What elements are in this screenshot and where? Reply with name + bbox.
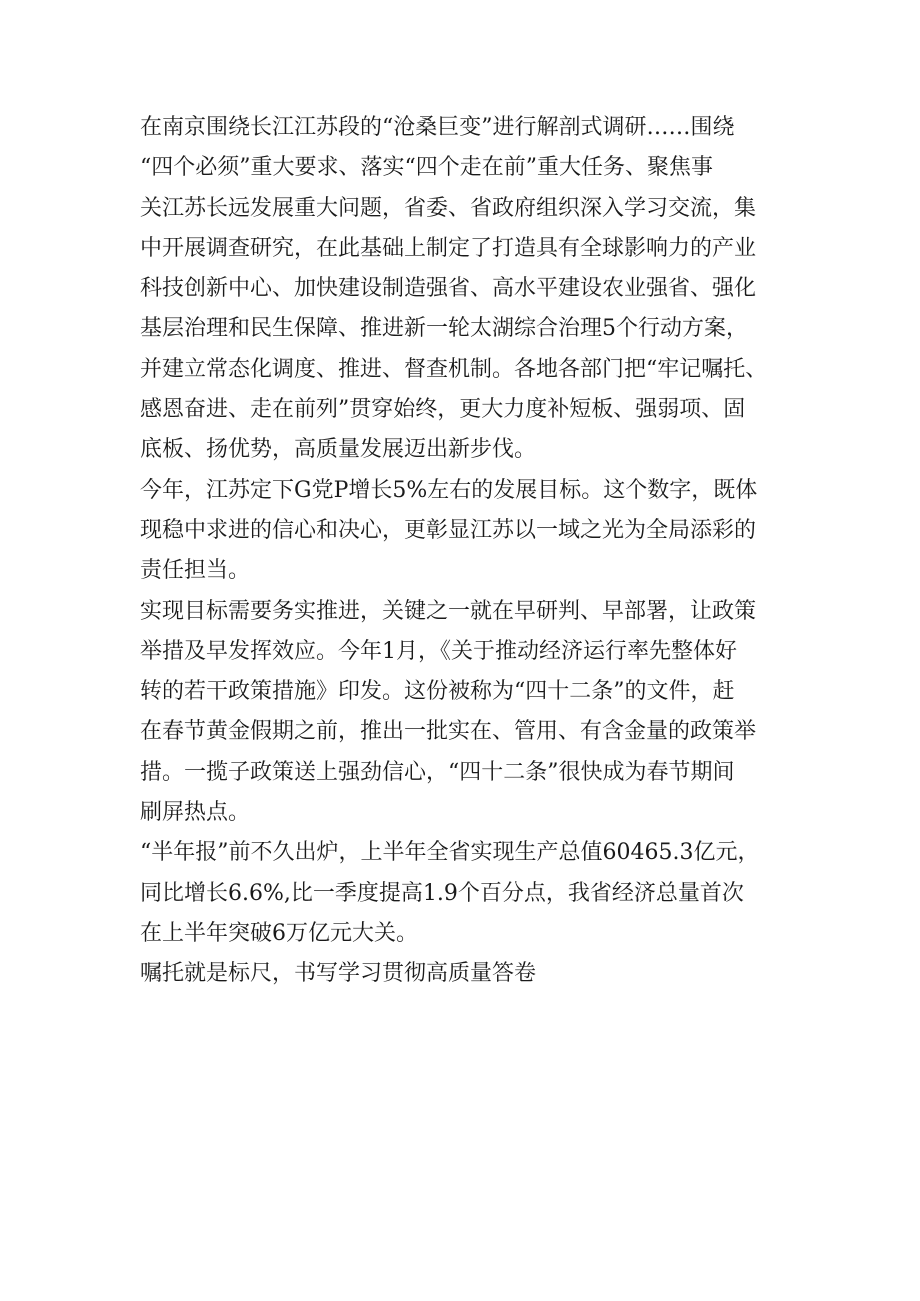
text-line: 在上半年突破6万亿元大关。	[140, 920, 418, 946]
text-line: 在南京围绕长江江苏段的“沧桑巨变”进行解剖式调研……围绕	[140, 115, 735, 140]
text-line: 并建立常态化调度、推进、督查机制。各地各部门把“牢记嘱托、	[140, 356, 768, 382]
text-line: 在春节黄金假期之前，推出一批实在、管用、有含金量的政策举	[140, 719, 757, 745]
text-line: 举措及早发挥效应。今年1月，《关于推动经济运行率先整体好	[140, 638, 737, 664]
text-line: 关江苏长远发展重大问题，省委、省政府组织深入学习交流，集	[140, 195, 757, 221]
text-line: 转的若干政策措施》印发。这份被称为“四十二条”的文件，赶	[140, 679, 735, 705]
paragraph-4	[140, 833, 800, 954]
text-line: 同比增长6.6%,比一季度提高1.9个百分点，我省经济总量首次	[140, 880, 744, 906]
text-line: 刷屏热点。	[140, 800, 251, 826]
text-line: 科技创新中心、加快建设制造强省、高水平建设农业强省、强化	[140, 276, 757, 302]
section-heading	[140, 954, 800, 994]
text-line: 责任担当。	[140, 558, 251, 584]
text-line: 基层治理和民生保障、推进新一轮太湖综合治理5个行动方案，	[140, 316, 748, 342]
text-line: 感恩奋进、走在前列”贯穿始终，更大力度补短板、强弱项、固	[140, 397, 746, 423]
text-line: 现稳中求进的信心和决心，更彰显江苏以一域之光为全局添彩的	[140, 517, 757, 543]
text-line: 底板、扬优势，高质量发展迈出新步伐。	[140, 437, 537, 463]
paragraph-2	[140, 471, 800, 592]
text-line: 实现目标需要务实推进，关键之一就在早研判、早部署，让政策	[140, 598, 757, 624]
text-line: “四个必须”重大要求、落实“四个走在前”重大任务、聚焦事	[140, 155, 713, 181]
text-line: “半年报”前不久出炉，上半年全省实现生产总值60465.3亿元，	[140, 840, 760, 866]
text-line: 今年，江苏定下G党P增长5%左右的发展目标。这个数字，既体	[140, 477, 758, 503]
heading-line: 嘱托就是标尺，书写学习贯彻高质量答卷	[140, 961, 537, 987]
document-body	[140, 108, 800, 995]
text-line: 措。一揽子政策送上强劲信心，“四十二条”很快成为春节期间	[140, 759, 735, 785]
paragraph-1	[140, 108, 800, 471]
paragraph-3	[140, 592, 800, 834]
text-line: 中开展调查研究，在此基础上制定了打造具有全球影响力的产业	[140, 235, 757, 261]
